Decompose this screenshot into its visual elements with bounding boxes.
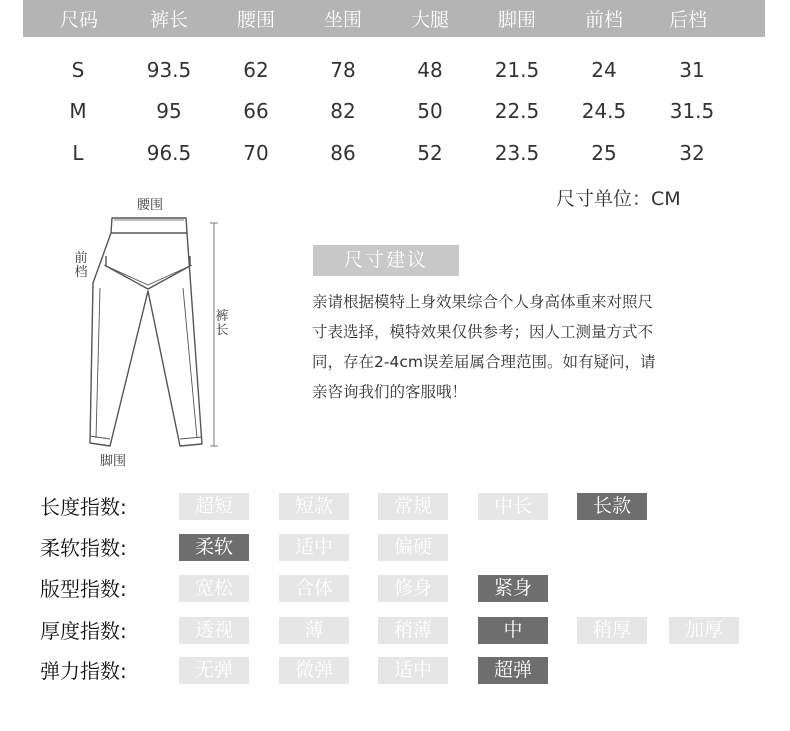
- index-option-selected: 紧身: [478, 575, 548, 602]
- index-option: 适中: [378, 657, 448, 684]
- index-label: 柔软指数:: [40, 536, 127, 560]
- index-option: 适中: [279, 534, 349, 561]
- table-cell: 70: [243, 141, 269, 165]
- index-option: 薄: [279, 617, 349, 644]
- table-cell: 31: [679, 58, 705, 82]
- table-cell: 25: [591, 141, 617, 165]
- table-cell: S: [71, 58, 85, 82]
- header-back-rise: 后档: [668, 9, 708, 31]
- index-label: 长度指数:: [40, 495, 127, 519]
- size-table-header: [23, 0, 765, 37]
- advice-line: 同，存在2-4cm误差届属合理范围。如有疑问，请: [312, 353, 656, 371]
- advice-text: [312, 287, 732, 407]
- waist-label: 腰围: [137, 198, 164, 213]
- index-option: 中长: [478, 493, 548, 520]
- index-option-selected: 超弹: [478, 657, 548, 684]
- index-option: 宽松: [179, 575, 249, 602]
- table-cell: 93.5: [146, 58, 192, 82]
- table-row: [0, 141, 790, 171]
- table-cell: 66: [243, 99, 269, 123]
- table-cell: 82: [330, 99, 356, 123]
- table-cell: 24: [591, 58, 617, 82]
- table-cell: 50: [417, 99, 443, 123]
- table-cell: 62: [243, 58, 269, 82]
- header-size: 尺码: [59, 9, 99, 31]
- hem-label: 脚围: [100, 454, 127, 469]
- table-cell: L: [72, 141, 84, 165]
- unit-note: 尺寸单位：CM: [556, 188, 681, 210]
- front-rise-label: 前档: [74, 251, 88, 280]
- index-option-selected: 柔软: [179, 534, 249, 561]
- table-row: [0, 58, 790, 88]
- table-cell: 32: [679, 141, 705, 165]
- header-thigh: 大腿: [410, 9, 450, 31]
- advice-title: 尺寸建议: [313, 245, 459, 276]
- header-front-rise: 前档: [584, 9, 624, 31]
- table-row: [0, 99, 790, 129]
- pants-diagram: [60, 188, 250, 473]
- table-cell: 96.5: [146, 141, 192, 165]
- length-label: 裤长: [215, 309, 229, 338]
- table-cell: 21.5: [494, 58, 540, 82]
- index-option: 偏硬: [378, 534, 448, 561]
- index-option: 稍薄: [378, 617, 448, 644]
- table-cell: 78: [330, 58, 356, 82]
- table-cell: 48: [417, 58, 443, 82]
- advice-line: 寸表选择，模特效果仅供参考；因人工测量方式不: [312, 323, 654, 341]
- index-option-selected: 中: [478, 617, 548, 644]
- advice-line: 亲请根据模特上身效果综合个人身高体重来对照尺: [312, 293, 654, 311]
- index-option: 超短: [179, 493, 249, 520]
- header-hip: 坐围: [323, 9, 363, 31]
- index-option: 透视: [179, 617, 249, 644]
- index-option: 无弹: [179, 657, 249, 684]
- index-option: 微弹: [279, 657, 349, 684]
- table-cell: 23.5: [494, 141, 540, 165]
- table-cell: 52: [417, 141, 443, 165]
- index-option: 合体: [279, 575, 349, 602]
- index-option: 短款: [279, 493, 349, 520]
- header-hem: 脚围: [497, 9, 537, 31]
- header-length: 裤长: [149, 9, 189, 31]
- index-option: 加厚: [669, 617, 739, 644]
- advice-line: 亲咨询我们的客服哦！: [312, 383, 468, 401]
- index-label: 版型指数:: [40, 577, 127, 601]
- header-waist: 腰围: [236, 9, 276, 31]
- index-option: 稍厚: [577, 617, 647, 644]
- table-cell: 31.5: [669, 99, 715, 123]
- index-option: 常规: [378, 493, 448, 520]
- index-label: 弹力指数:: [40, 659, 127, 683]
- index-option: 修身: [378, 575, 448, 602]
- table-cell: 95: [156, 99, 182, 123]
- table-cell: M: [69, 99, 87, 123]
- index-option-selected: 长款: [577, 493, 647, 520]
- index-label: 厚度指数:: [40, 619, 127, 643]
- table-cell: 24.5: [581, 99, 627, 123]
- table-cell: 22.5: [494, 99, 540, 123]
- table-cell: 86: [330, 141, 356, 165]
